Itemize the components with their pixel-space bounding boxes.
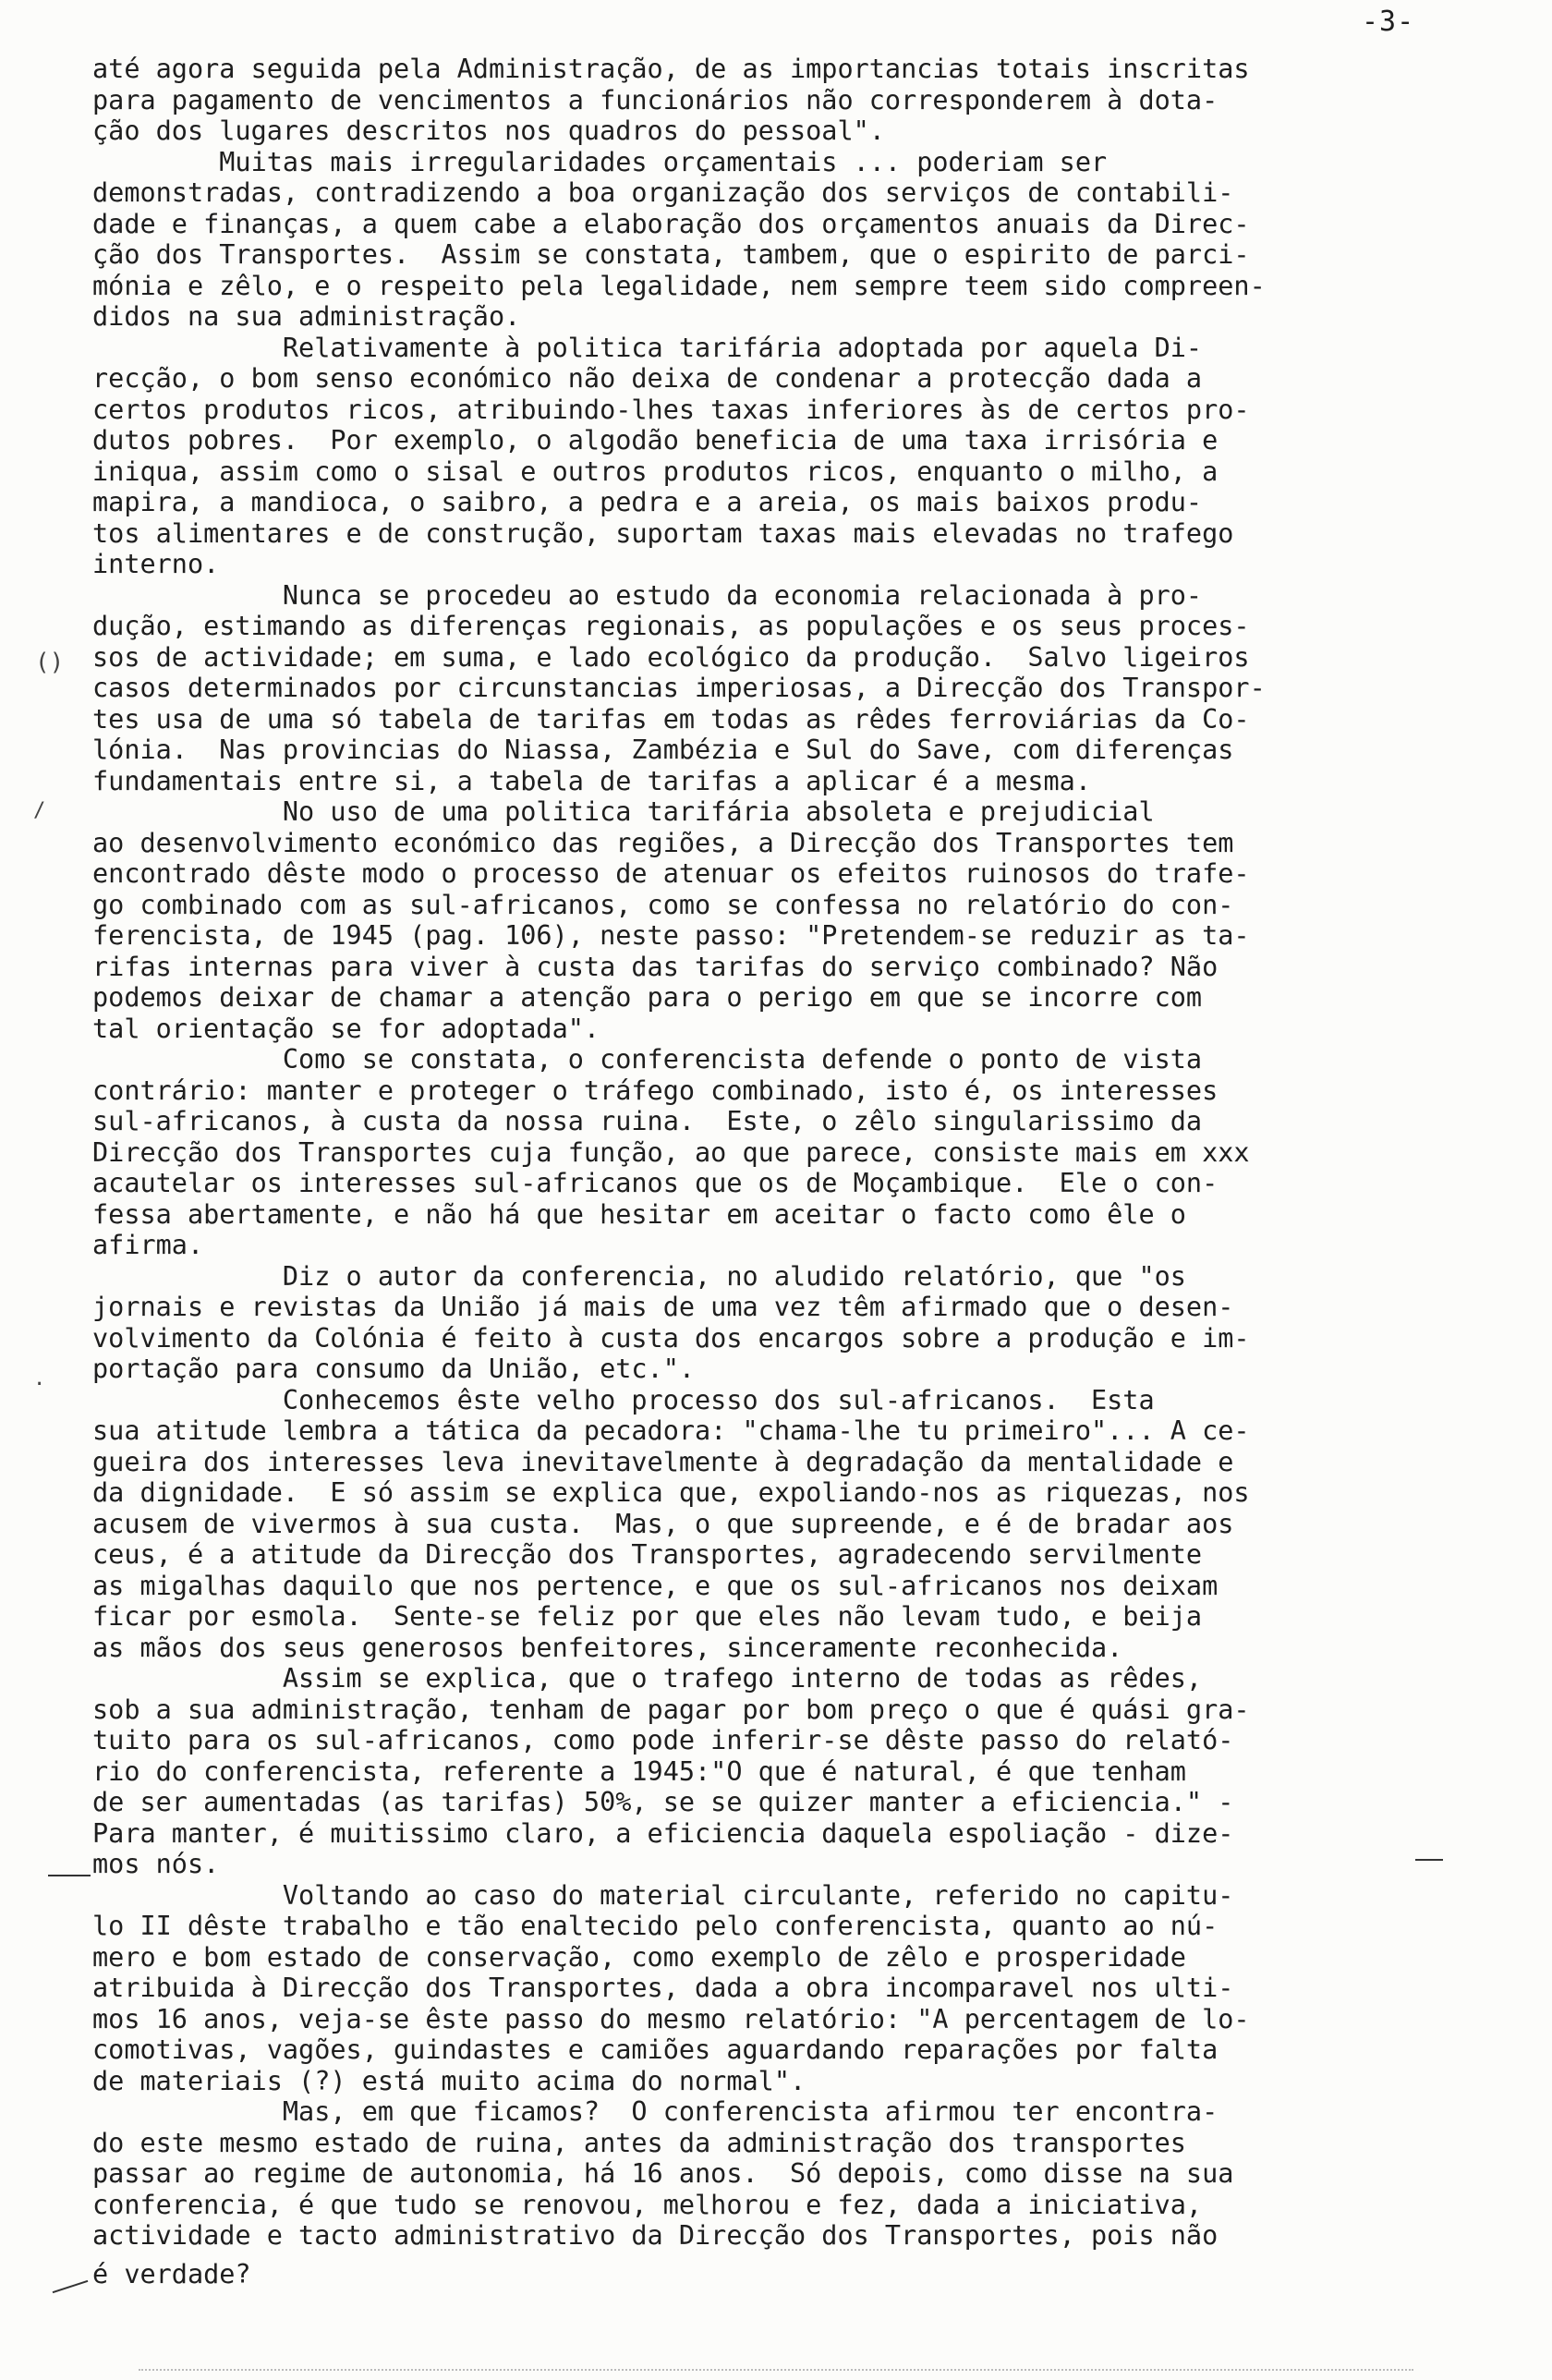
text-line: demonstradas, contradizendo a boa organização dos serviços de contabili- <box>92 177 1234 208</box>
text-line: para pagamento de vencimentos a funcionários não corresponderem à dota- <box>92 84 1219 115</box>
text-line: No uso de uma politica tarifária absoleta e prejudicial <box>92 796 1155 827</box>
text-line: Mas, em que ficamos? O conferencista afirmou ter encontra- <box>92 2096 1219 2127</box>
margin-dash-right <box>1415 1859 1443 1861</box>
typewritten-body <box>92 54 1450 2289</box>
text-line: ferencista, de 1945 (pag. 106), neste passo: "Pretendem-se reduzir as ta- <box>92 920 1250 951</box>
margin-dash-left <box>48 1875 91 1876</box>
text-line: lo II dêste trabalho e tão enaltecido pelo conferencista, quanto ao nú- <box>92 1911 1219 1941</box>
text-line: sua atitude lembra a tática da pecadora: "chama-lhe tu primeiro"... A ce- <box>92 1415 1250 1446</box>
text-line: gueira dos interesses leva inevitavelmente à degradação da mentalidade e <box>92 1446 1234 1477</box>
text-line: dutos pobres. Por exemplo, o algodão beneficia de uma taxa irrisória e <box>92 425 1219 455</box>
text-line: sos de actividade; em suma, e lado ecológico da produção. Salvo ligeiros <box>92 641 1250 673</box>
text-line: conferencia, é que tudo se renovou, melhorou e fez, dada a iniciativa, <box>92 2189 1203 2220</box>
text-line: tos alimentares e de construção, suportam taxas mais elevadas no trafego <box>92 517 1234 549</box>
text-line: atribuida à Direcção dos Transportes, dada a obra incomparavel nos ulti- <box>92 1973 1234 2003</box>
text-line: ção dos lugares descritos nos quadros do pessoal". <box>92 115 885 146</box>
text-line: didos na sua administração. <box>92 301 521 332</box>
text-line: mónia e zêlo, e o respeito pela legalidade, nem sempre teem sido compreen- <box>92 270 1266 301</box>
text-line: Assim se explica, que o trafego interno de todas as rêdes, <box>92 1663 1203 1694</box>
text-line: Conhecemos êste velho processo dos sul-africanos. Esta <box>92 1384 1155 1415</box>
text-line: lónia. Nas provincias do Niassa, Zambézia e Sul do Save, com diferenças <box>92 735 1234 765</box>
text-line: iniqua, assim como o sisal e outros produtos ricos, enquanto o milho, a <box>92 455 1219 487</box>
text-line: comotivas, vagões, guindastes e camiões aguardando reparações por falta <box>92 2034 1219 2065</box>
text-line: da dignidade. E só assim se explica que, expoliando-nos as riquezas, nos <box>92 1477 1250 1508</box>
text-line: Voltando ao caso do material circulante, referido no capitu- <box>92 1879 1234 1911</box>
text-line: tes usa de uma só tabela de tarifas em todas as rêdes ferroviárias da Co- <box>92 703 1250 735</box>
text-line: Muitas mais irregularidades orçamentais ... poderiam ser <box>92 146 1108 177</box>
text-line: até agora seguida pela Administração, de as importancias totais inscritas <box>92 54 1250 84</box>
text-line: rio do conferencista, referente a 1945:"O que é natural, é que tenham <box>92 1755 1186 1787</box>
text-line: jornais e revistas da União já mais de uma vez têm afirmado que o desen- <box>92 1292 1234 1322</box>
margin-arrow-mark <box>53 2280 89 2293</box>
margin-bracket-mark: () <box>35 649 65 676</box>
text-line: tuito para os sul-africanos, como pode inferir-se dêste passo do relató- <box>92 1725 1234 1755</box>
text-line: Para manter, é muitissimo claro, a eficiencia daquela espoliação - dize- <box>92 1817 1234 1849</box>
text-line: mero e bom estado de conservação, como exemplo de zêlo e prosperidade <box>92 1941 1186 1973</box>
text-line: interno. <box>92 549 220 579</box>
text-line: mos 16 anos, veja-se êste passo do mesmo relatório: "A percentagem de lo- <box>92 2003 1250 2034</box>
text-line: de materiais (?) está muito acima do normal". <box>92 2065 806 2096</box>
text-line: ceus, é a atitude da Direcção dos Transportes, agradecendo servilmente <box>92 1539 1203 1570</box>
margin-tick-mark-2: . <box>33 1367 46 1390</box>
text-line: rifas internas para viver à custa das tarifas do serviço combinado? Não <box>92 951 1219 982</box>
text-line: as migalhas daquilo que nos pertence, e que os sul-africanos nos deixam <box>92 1570 1219 1601</box>
text-line: dução, estimando as diferenças regionais, as populações e os seus proces- <box>92 611 1250 641</box>
text-line: contrário: manter e proteger o tráfego combinado, isto é, os interesses <box>92 1075 1219 1106</box>
footer-rule <box>139 2369 1413 2371</box>
text-line: encontrado dêste modo o processo de atenuar os efeitos ruinosos do trafe- <box>92 858 1250 889</box>
text-line: Direcção dos Transportes cuja função, ao que parece, consiste mais em xxx <box>92 1136 1250 1168</box>
text-line: Relativamente à politica tarifária adoptada por aquela Di- <box>92 332 1203 363</box>
text-line: casos determinados por circunstancias imperiosas, a Direcção dos Transpor- <box>92 673 1266 703</box>
text-line: acautelar os interesses sul-africanos que os de Moçambique. Ele o con- <box>92 1168 1219 1198</box>
text-line: mos nós. <box>92 1849 220 1879</box>
text-line: ção dos Transportes. Assim se constata, tambem, que o espirito de parci- <box>92 239 1250 270</box>
text-line: as mãos dos seus generosos benfeitores, sinceramente reconhecida. <box>92 1632 1123 1663</box>
text-line: volvimento da Colónia é feito à custa dos encargos sobre a produção e im- <box>92 1322 1250 1354</box>
text-line: fundamentais entre si, a tabela de tarifas a aplicar é a mesma. <box>92 765 1091 796</box>
text-line: podemos deixar de chamar a atenção para o perigo em que se incorre com <box>92 982 1203 1013</box>
text-line: afirma. <box>92 1230 204 1260</box>
text-line: tal orientação se for adoptada". <box>92 1013 600 1044</box>
text-line: fessa abertamente, e não há que hesitar em aceitar o facto como êle o <box>92 1198 1186 1230</box>
text-line: dade e finanças, a quem cabe a elaboração dos orçamentos anuais da Direc- <box>92 208 1250 239</box>
text-line: portação para consumo da União, etc.". <box>92 1354 696 1384</box>
text-line: sul-africanos, à custa da nossa ruina. Este, o zêlo singularissimo da <box>92 1106 1203 1136</box>
text-line: ficar por esmola. Sente-se feliz por que eles não levam tudo, e beija <box>92 1601 1203 1632</box>
text-line: actividade e tacto administrativo da Direcção dos Transportes, pois não <box>92 2220 1219 2251</box>
text-line: é verdade? <box>92 2258 251 2289</box>
text-line: ao desenvolvimento económico das regiões, a Direcção dos Transportes tem <box>92 827 1234 858</box>
text-line: acusem de vivermos à sua custa. Mas, o que supreende, e é de bradar aos <box>92 1508 1234 1539</box>
margin-tick-mark: / <box>33 799 46 822</box>
page-number: -3- <box>1362 6 1415 38</box>
text-line: Diz o autor da conferencia, no aludido relatório, que "os <box>92 1260 1186 1292</box>
text-line: passar ao regime de autonomia, há 16 anos. Só depois, como disse na sua <box>92 2158 1234 2189</box>
text-line: certos produtos ricos, atribuindo-lhes taxas inferiores às de certos pro- <box>92 394 1250 425</box>
text-line: do este mesmo estado de ruina, antes da administração dos transportes <box>92 2127 1186 2158</box>
text-line: sob a sua administração, tenham de pagar por bom preço o que é quási gra- <box>92 1694 1250 1725</box>
text-line: mapira, a mandioca, o saibro, a pedra e a areia, os mais baixos produ- <box>92 487 1203 517</box>
text-line: recção, o bom senso económico não deixa de condenar a protecção dada a <box>92 363 1203 394</box>
text-line: de ser aumentadas (as tarifas) 50%, se se quizer manter a eficiencia." - <box>92 1787 1234 1817</box>
text-line: Como se constata, o conferencista defende o ponto de vista <box>92 1044 1203 1075</box>
text-line: go combinado com as sul-africanos, como se confessa no relatório do con- <box>92 889 1234 920</box>
text-line: Nunca se procedeu ao estudo da economia relacionada à pro- <box>92 579 1203 611</box>
